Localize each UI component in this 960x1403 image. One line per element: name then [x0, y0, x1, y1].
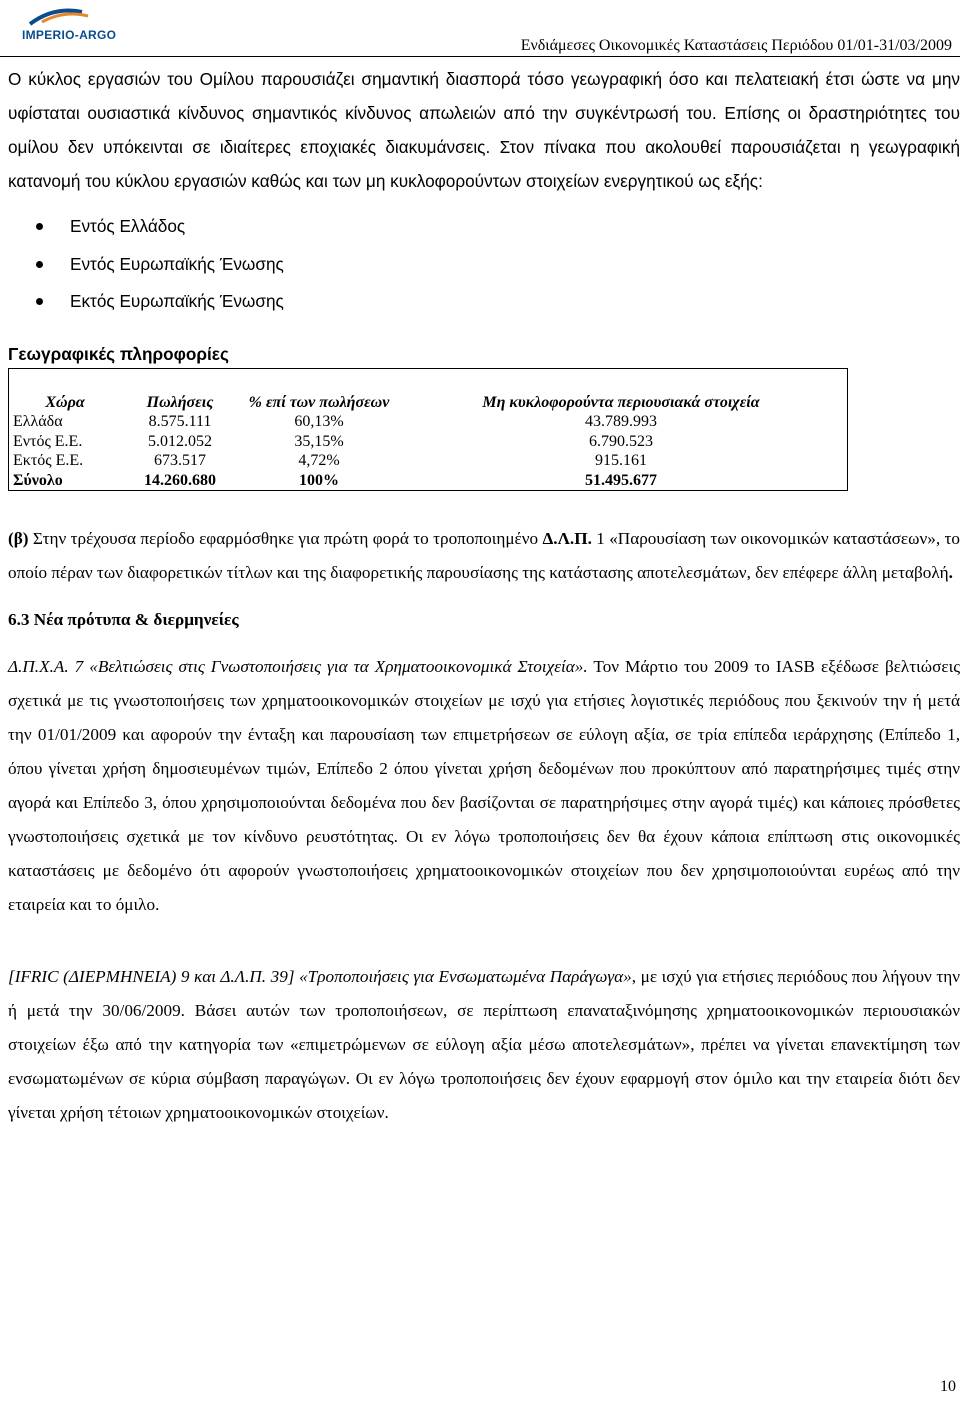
document-title: Ενδιάμεσες Οικονομικές Καταστάσεις Περιόδου 01/01-31/03/2009	[520, 37, 952, 54]
geo-heading: Γεωγραφικές πληροφορίες	[8, 343, 229, 364]
paragraph-ifrs7	[8, 650, 960, 922]
cell-sales: 8.575.111	[148, 413, 212, 430]
list-item-label: Εντός Ευρωπαϊκής Ένωσης	[70, 253, 284, 274]
ifrs7-title: Δ.Π.Χ.Α. 7 «Βελτιώσεις στις Γνωστοποιήσεις για τα Χρηματοοικονομικά Στοιχεία».	[8, 657, 588, 676]
cell-sales: 673.517	[154, 452, 206, 469]
page-header	[0, 0, 960, 58]
paragraph-b-text2: 1 «Παρουσίαση των οικονομικών καταστάσεων», το οποίο πέραν των διαφορετικών τίτλων και της διαφορετικής παρουσίασης της κατάστασης αποτελεσμάτων, δεν επέφερε άλλη μεταβολή	[8, 529, 960, 582]
header-divider	[0, 56, 960, 57]
table-row	[9, 412, 847, 432]
ifric9-text: , με ισχύ για ετήσιες περιόδους που λήγουν την ή μετά την 30/06/2009. Βάσει αυτών των τροποποιήσεων, σε περίπτωση επαναταξινόμησης χρηματοοικονομικών περιουσιακών στοιχείων έξω από την κατηγορία των «επιμετρώμενων σε εύλογη αξία μέσω αποτελεσμάτων», πρέπει να γίνεται επανεκτίμηση των ενσωματωμένων σε κύρια σύμβαση παραγώγων. Οι εν λόγω τροποποιήσεις δεν έχουν εφαρμογή στον όμιλο και την εταιρεία διότι δεν γίνεται χρήση τέτοιων χρηματοοικονομικών στοιχείων.	[8, 967, 960, 1122]
cell-assets: 915.161	[595, 452, 647, 469]
bullet-icon	[36, 261, 43, 268]
cell-assets: 6.790.523	[589, 432, 653, 450]
geo-table	[9, 387, 847, 491]
ifric9-title: [IFRIC (ΔΙΕΡΜΗΝΕΙΑ) 9 και Δ.Λ.Π. 39] «Τροποποιήσεις για Ενσωματωμένα Παράγωγα»	[8, 967, 632, 986]
cell-country: Εκτός Ε.Ε.	[13, 452, 84, 469]
cell-total-assets: 51.495.677	[585, 471, 657, 489]
bullet-icon	[36, 223, 43, 230]
cell-total-label: Σύνολο	[13, 471, 63, 489]
list-item	[8, 208, 960, 246]
company-logo	[14, 4, 144, 44]
section-heading: 6.3 Νέα πρότυπα & διερμηνείες	[8, 610, 239, 629]
list-item-label: Εκτός Ευρωπαϊκής Ένωσης	[70, 291, 284, 311]
page-number: 10	[940, 1378, 956, 1395]
cell-percent: 4,72%	[298, 452, 340, 469]
cell-percent: 60,13%	[294, 413, 344, 430]
paragraph-b	[8, 522, 960, 590]
intro-text-a: Ο κύκλος εργασιών του Ομίλου παρουσιάζει σημαντική διασπορά τόσο γεωγραφική όσο και πελατειακή έτσι ώστε να μην υφίσταται ουσιαστικά κίνδυνος σημαντικός κίνδυνος απωλειών από την συγκέντρωσή του. Επίσης οι δραστηριότητες του ομίλου δεν υπόκεινται σε ιδιαίτερες εποχιακές διακυμάνσεις.	[8, 69, 960, 157]
paragraph-b-label: (β)	[8, 529, 29, 548]
bullet-icon	[36, 298, 43, 305]
table-row	[9, 451, 847, 471]
paragraph-b-ref: Δ.Λ.Π.	[542, 529, 592, 548]
intro-paragraph	[8, 62, 960, 198]
table-header-row	[9, 387, 847, 413]
col-header-sales: Πωλήσεις	[146, 393, 214, 411]
table-row	[9, 432, 847, 452]
geo-table-frame	[8, 368, 848, 492]
list-item	[8, 283, 960, 321]
logo-wordmark: IMPERIO-ARGO	[22, 28, 117, 42]
table-total-row	[9, 471, 847, 491]
paragraph-ifric9	[8, 960, 960, 1130]
paragraph-b-text1: Στην τρέχουσα περίοδο εφαρμόσθηκε για πρώτη φορά το τροποποιημένο	[28, 529, 543, 548]
col-header-noncurrent-assets: Μη κυκλοφορούντα περιουσιακά στοιχεία	[482, 393, 760, 411]
cell-assets: 43.789.993	[585, 413, 657, 430]
cell-sales: 5.012.052	[148, 432, 212, 450]
cell-percent: 35,15%	[294, 432, 344, 450]
intro-text-b: Στον πίνακα που ακολουθεί παρουσιάζεται η γεωγραφική κατανομή του κύκλου εργασιών καθώς και των μη κυκλοφορούντων στοιχείων ενεργητικού ως εξής:	[8, 137, 960, 191]
region-list	[8, 208, 960, 321]
page-content	[8, 62, 960, 1130]
cell-country: Ελλάδα	[13, 413, 63, 430]
cell-country: Εντός Ε.Ε.	[13, 432, 83, 450]
col-header-country: Χώρα	[45, 393, 85, 411]
logo-swoosh-icon	[24, 4, 104, 28]
paragraph-b-end: .	[948, 563, 953, 582]
list-item	[8, 246, 960, 284]
col-header-percent: % επί των πωλήσεων	[248, 393, 390, 411]
cell-total-sales: 14.260.680	[144, 471, 216, 489]
ifrs7-text: Τον Μάρτιο του 2009 το IASB εξέδωσε βελτιώσεις σχετικά με τις γνωστοποιήσεις των χρηματοοικονομικών στοιχείων με ισχύ για ετήσιες λογιστικές περιόδους που ξεκινούν την ή μετά την 01/01/2009 και αφορούν την ένταξη και παρουσίαση των επιμετρήσεων σε εύλογη αξία, σε τρία επίπεδα ιεράρχησης (Επίπεδο 1, όπου γίνεται χρήση δημοσιευμένων τιμών, Επίπεδο 2 όπου γίνεται χρήση δεδομένων που προκύπτουν από παρατηρήσιμες τιμές στην αγορά και Επίπεδο 3, όπου χρησιμοποιούνται δεδομένα που δεν βασίζονται σε παρατηρήσιμες στην αγορά τιμές) και κάποιες πρόσθετες γνωστοποιήσεις σχετικά με τον κίνδυνο ρευστότητας. Οι εν λόγω τροποποιήσεις δεν θα έχουν κάποια επίπτωση στις οικονομικές καταστάσεις με δεδομένο ότι αφορούν γνωστοποιήσεις χρηματοοικονομικών στοιχείων που δεν χρησιμοποιούνται ευρέως από την εταιρεία και το όμιλο.	[8, 657, 960, 914]
cell-total-percent: 100%	[299, 471, 339, 489]
list-item-label: Εντός Ελλάδος	[70, 216, 186, 236]
